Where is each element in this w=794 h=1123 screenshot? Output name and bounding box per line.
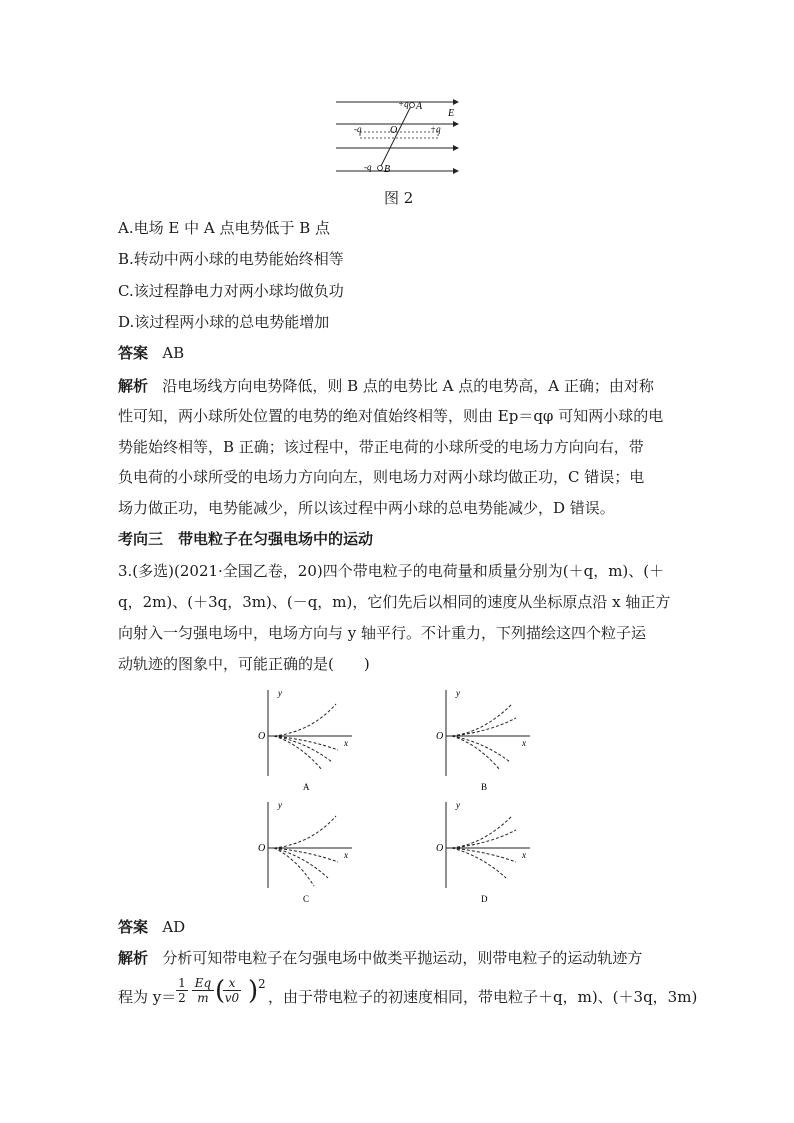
question-3-line-3: 向射入一匀强电场中，电场方向与 y 轴平行。不计重力，下列描绘这四个粒子运 xyxy=(118,624,647,642)
svg-text:O: O xyxy=(258,843,266,854)
figure-2 xyxy=(330,92,470,182)
answer-1-label: 答案 xyxy=(118,344,149,362)
section-heading: 考向三 带电粒子在匀强电场中的运动 xyxy=(118,530,374,548)
option-a: A.电场 E 中 A 点电势低于 B 点 xyxy=(118,219,331,237)
analysis-1-text-1: 沿电场线方向电势降低，则 B 点的电势比 A 点的电势高，A 正确；由对称 xyxy=(162,377,654,395)
analysis-1-line-1 xyxy=(118,376,654,396)
analysis-1-line-5: 场力做正功，电势能减少，所以该过程中两小球的总电势能减少，D 错误。 xyxy=(118,499,615,517)
graph-c[interactable] xyxy=(256,800,366,906)
graph-a[interactable] xyxy=(256,688,366,794)
label-A: A xyxy=(416,101,423,112)
svg-text:O: O xyxy=(436,731,444,742)
graph-d-letter: D xyxy=(481,894,488,904)
analysis-1-label: 解析 xyxy=(118,377,149,395)
analysis-2-label: 解析 xyxy=(118,949,149,967)
option-c: C.该过程静电力对两小球均做负功 xyxy=(118,282,344,300)
label-minus-q-left: -q xyxy=(354,124,362,134)
question-3-line-1: 3.(多选)(2021·全国乙卷，20)四个带电粒子的电荷量和质量分别为(＋q，m)、(＋ xyxy=(118,562,665,580)
graph-d[interactable] xyxy=(434,800,544,906)
svg-text:y: y xyxy=(456,688,460,698)
graph-c-letter: C xyxy=(303,894,310,904)
label-plus-q-right: +q xyxy=(430,124,441,134)
ball-A xyxy=(410,103,415,108)
dashed-rotation-box xyxy=(360,132,438,138)
analysis-1-line-3: 势能始终相等，B 正确；该过程中，带正电荷的小球所受的电场力方向向右，带 xyxy=(118,438,644,456)
option-b: B.转动中两小球的电势能始终相等 xyxy=(118,250,344,268)
svg-text:x: x xyxy=(344,850,348,860)
eq-paren-close: ) xyxy=(248,976,259,1006)
ball-B xyxy=(378,166,383,171)
rod xyxy=(380,104,412,168)
label-E: E xyxy=(448,108,455,119)
svg-text:O: O xyxy=(436,843,444,854)
svg-text:x: x xyxy=(522,850,526,860)
eq-prefix: 程为 y＝ xyxy=(118,988,177,1006)
label-B: B xyxy=(384,164,391,175)
label-O: O xyxy=(390,125,398,136)
graph-b[interactable] xyxy=(434,688,544,794)
svg-text:O: O xyxy=(258,731,266,742)
answer-1 xyxy=(118,343,184,363)
eq-paren-open: ( xyxy=(215,976,226,1006)
eq-frac-half: 1 2 xyxy=(176,976,188,1005)
label-minus-q-B: -q xyxy=(364,162,372,172)
svg-text:y: y xyxy=(456,800,460,810)
graph-a-letter: A xyxy=(303,782,310,792)
analysis-1-line-2: 性可知，两小球所处位置的电势的绝对值始终相等，则由 Ep＝qφ 可知两小球的电 xyxy=(118,407,664,425)
answer-2 xyxy=(118,917,185,937)
answer-2-label: 答案 xyxy=(118,918,149,936)
eq-suffix: ，由于带电粒子的初速度相同，带电粒子＋q，m)、(＋3q，3m) xyxy=(268,988,698,1006)
svg-text:y: y xyxy=(278,800,282,810)
svg-text:x: x xyxy=(522,738,526,748)
question-3-line-2: q，2m)、(＋3q，3m)、(－q，m)，它们先后以相同的速度从坐标原点沿 x 轴正方 xyxy=(118,593,671,611)
analysis-1-line-4: 负电荷的小球所受的电场力方向向左，则电场力对两小球均做正功，C 错误；电 xyxy=(118,468,645,486)
question-3-line-4: 动轨迹的图象中，可能正确的是( ) xyxy=(118,655,370,673)
eq-frac-Eq-m: Eq m xyxy=(192,976,214,1005)
answer-2-value: AD xyxy=(162,918,186,936)
svg-text:x: x xyxy=(344,738,348,748)
figure-2-caption: 图 2 xyxy=(384,189,414,207)
analysis-2-line-1 xyxy=(118,948,642,968)
eq-square: 2 xyxy=(258,977,266,991)
graph-b-letter: B xyxy=(481,782,488,792)
eq-frac-x-v0: x v0 xyxy=(224,976,240,1005)
analysis-2-text-1: 分析可知带电粒子在匀强电场中做类平抛运动，则带电粒子的运动轨迹方 xyxy=(162,949,643,967)
option-d: D.该过程两小球的总电势能增加 xyxy=(118,313,330,331)
answer-1-value: AB xyxy=(162,344,185,362)
label-plus-q-A: +q xyxy=(398,99,409,109)
svg-text:y: y xyxy=(278,688,282,698)
